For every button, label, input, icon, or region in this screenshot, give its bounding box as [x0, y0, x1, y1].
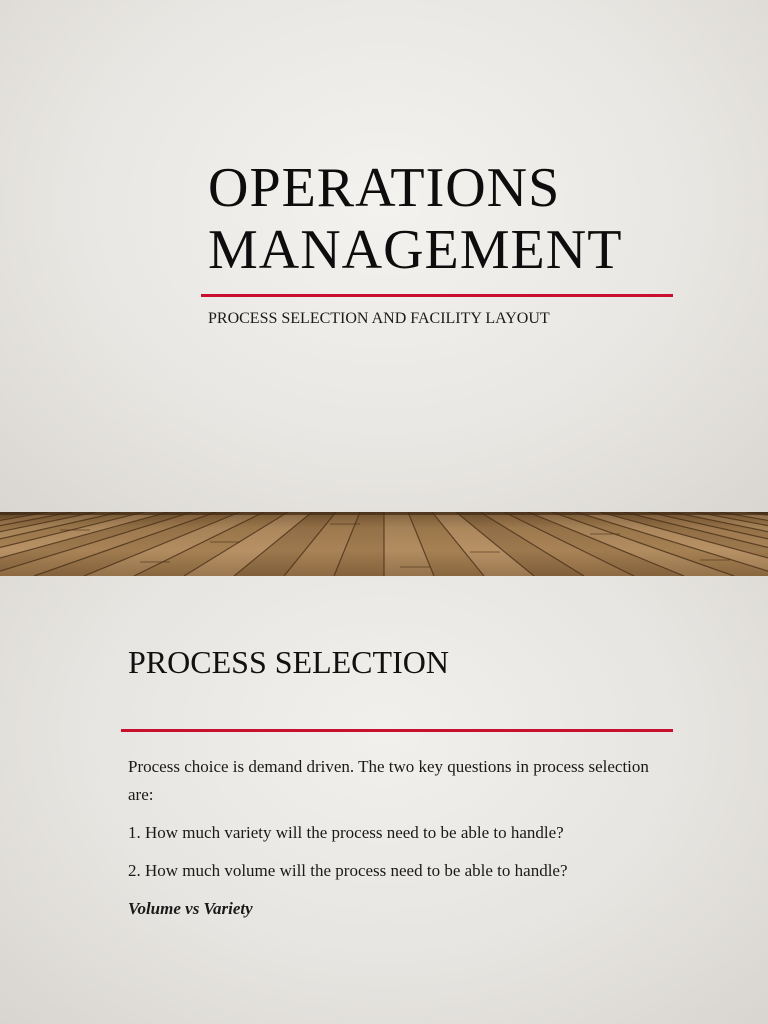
wood-floor-image [0, 512, 768, 576]
title-divider [201, 294, 673, 297]
question-1: 1. How much variety will the process need to be able to handle? [128, 823, 564, 842]
slide-heading: PROCESS SELECTION [128, 644, 449, 680]
slide-title-line-2: MANAGEMENT [208, 219, 623, 281]
slide-subtitle: PROCESS SELECTION AND FACILITY LAYOUT [208, 310, 550, 327]
heading-divider [121, 729, 673, 732]
content-slide [0, 576, 768, 1024]
question-2: 2. How much volume will the process need to be able to handle? [128, 861, 568, 880]
intro-paragraph: Process choice is demand driven. The two key questions in process selection are: [128, 757, 649, 804]
slide-title-line-1: OPERATIONS [208, 157, 561, 219]
emphasis-text: Volume vs Variety [128, 899, 253, 918]
